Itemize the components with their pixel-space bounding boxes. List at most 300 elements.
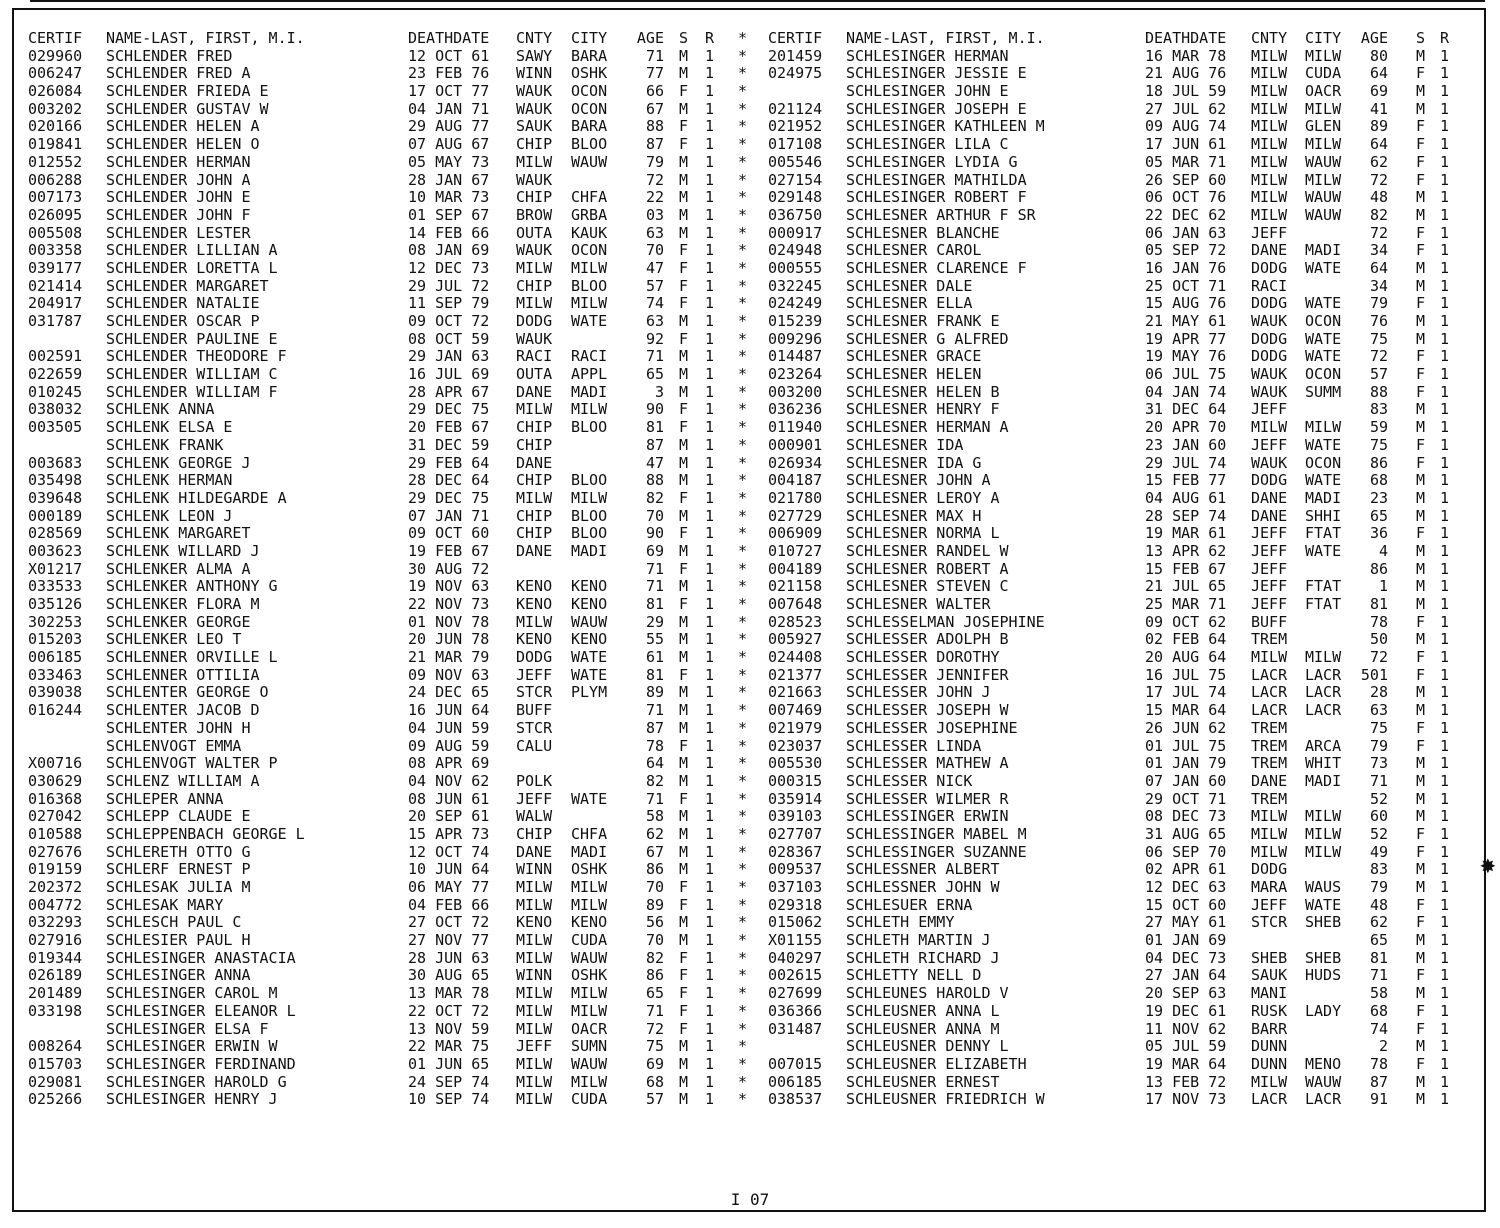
record-age: 69 [645,541,664,560]
record-date: 04 NOV 62 [408,771,490,790]
record-cert: 027154 [768,170,823,189]
record-cnty: DANE [516,453,553,472]
record-cnty: MILW [516,612,553,631]
record-cert: 023037 [768,736,823,755]
record-sex: M [1416,46,1426,65]
record-race: 1 [1440,984,1450,1003]
record-race: 1 [705,754,715,773]
record-name: SCHLENDER THEODORE F [106,347,287,366]
record-cnty: RUSK [1251,1001,1288,1020]
record-date: 04 JAN 74 [1145,382,1227,401]
record-row [768,312,1450,331]
record-race: 1 [1440,648,1450,667]
record-city: MADI [571,842,608,861]
record-race: 1 [1440,312,1450,330]
record-row [28,966,748,985]
record-cert: 040297 [768,948,823,967]
record-name: SCHLENNER ORVILLE L [106,648,278,667]
record-date: 01 JAN 79 [1145,754,1227,773]
record-race: 1 [705,223,715,242]
record-cert: 010245 [28,382,83,401]
record-star: * [738,506,748,525]
header-sex: S [1416,29,1426,47]
record-cnty: DANE [1251,771,1288,790]
record-name: SCHLESCH PAUL C [106,913,242,932]
record-sex: M [1416,595,1426,613]
record-city: MADI [571,541,608,560]
record-cert: 015703 [28,1054,83,1073]
record-cert: 012552 [28,152,83,171]
record-city: MADI [1305,488,1342,507]
record-date: 29 JUL 74 [1145,453,1227,472]
record-cnty: WAUK [1251,312,1288,330]
record-city: MILW [1305,99,1342,118]
record-date: 27 JAN 64 [1145,966,1227,985]
record-race: 1 [1440,329,1450,348]
record-name: SCHLENK ELSA E [106,418,233,437]
record-cert: 004772 [28,895,83,914]
record-cert: 003202 [28,99,83,118]
record-race: 1 [1440,948,1450,967]
record-cert: 008264 [28,1037,83,1056]
record-name: SCHLENK WILLARD J [106,541,260,560]
record-sex: F [679,418,689,437]
record-cnty: MILW [1251,64,1288,83]
record-name: SCHLESINGER FERDINAND [106,1054,296,1073]
header-star: * [738,29,748,47]
record-race: 1 [1440,418,1450,437]
record-cnty: WAUK [516,241,553,260]
record-age: 48 [1369,188,1388,207]
record-race: 1 [1440,382,1450,401]
record-age: 89 [1369,117,1388,136]
record-sex: F [679,789,689,808]
record-sex: M [679,648,689,667]
record-city: BLOO [571,135,608,154]
record-date: 08 OCT 59 [408,329,490,348]
record-cnty: TREM [1251,754,1288,773]
record-age: 36 [1369,524,1388,543]
header-city: CITY [571,29,608,47]
record-sex: F [679,1019,689,1038]
record-sex: M [1416,559,1426,578]
record-cert: 007469 [768,701,823,720]
record-cert: 029148 [768,188,823,207]
record-cert: 039103 [768,807,823,826]
record-age: 03 [645,205,664,224]
record-sex: F [679,241,689,260]
record-city: CUDA [571,1090,608,1109]
record-cnty: MILW [1251,1072,1288,1091]
record-age: 3 [654,382,664,401]
record-sex: F [1416,524,1426,543]
record-name: SCHLESAK MARY [106,895,224,914]
record-star: * [738,824,748,843]
record-city: KENO [571,913,608,932]
record-cnty: BUFF [516,701,553,720]
record-date: 17 JUL 74 [1145,683,1227,702]
record-date: 24 SEP 74 [408,1072,490,1091]
record-star: * [738,64,748,83]
record-star: * [738,471,748,490]
record-row [28,648,748,667]
record-row [28,365,748,384]
record-row [28,984,748,1003]
record-row [768,718,1450,738]
record-row [28,860,748,879]
record-age: 57 [645,1090,664,1109]
record-row [28,276,748,296]
record-race: 1 [1440,170,1450,189]
record-cert: 036750 [768,205,823,224]
record-cert: 004189 [768,559,823,578]
record-name: SCHLENDER HELEN O [106,135,260,154]
record-name: SCHLESNER CLARENCE F [846,258,1027,277]
record-date: 02 APR 61 [1145,860,1227,879]
record-race: 1 [705,99,715,118]
record-cert: 027699 [768,984,823,1003]
record-date: 02 FEB 64 [1145,630,1227,649]
record-cnty: DANE [516,541,553,560]
record-age: 72 [1369,648,1388,667]
record-race: 1 [1440,82,1450,101]
record-cert: 030629 [28,771,83,790]
record-cnty: LACR [1251,665,1288,684]
record-date: 11 NOV 62 [1145,1019,1227,1038]
record-row [28,807,748,826]
record-age: 34 [1369,241,1388,260]
record-cnty: BUFF [1251,612,1288,631]
record-row [768,913,1450,932]
record-age: 63 [645,312,664,330]
record-sex: M [679,807,689,826]
record-age: 65 [645,984,664,1003]
record-star: * [738,948,748,967]
record-sex: F [679,895,689,914]
record-age: 71 [645,1001,664,1020]
record-age: 87 [1369,1072,1388,1091]
record-name: SCHLENDER PAULINE E [106,329,278,348]
record-race: 1 [1440,807,1450,826]
record-cnty: STCR [1251,913,1288,932]
record-star: * [738,188,748,207]
record-sex: F [679,878,689,896]
record-row [28,64,748,83]
record-race: 1 [1440,46,1450,65]
record-row [28,630,748,649]
record-cert: 204917 [28,294,83,313]
record-cnty: TREM [1251,789,1288,808]
record-cert: 021979 [768,718,823,737]
record-cert: 031787 [28,312,83,330]
record-sex: M [1416,329,1426,348]
record-age: 57 [1369,365,1388,384]
record-date: 28 APR 67 [408,382,490,401]
record-row [28,99,748,119]
record-sex: F [679,1001,689,1020]
record-date: 12 OCT 61 [408,46,490,65]
record-date: 17 OCT 77 [408,82,490,101]
header-name: NAME-LAST, FIRST, M.I. [846,29,1045,47]
record-sex: M [1416,276,1426,295]
record-cert: 003358 [28,241,83,260]
record-row [768,1037,1450,1056]
record-sex: F [1416,736,1426,755]
record-date: 08 JUN 61 [408,789,490,808]
record-age: 81 [1369,595,1388,613]
record-age: 82 [645,771,664,790]
record-row [28,842,748,862]
record-age: 29 [645,612,664,631]
record-date: 30 AUG 72 [408,559,490,578]
record-date: 16 MAR 78 [1145,46,1227,65]
record-age: 75 [645,1037,664,1056]
record-sex: F [679,276,689,295]
record-age: 52 [1369,789,1388,808]
record-cert: 028367 [768,842,823,861]
record-city: SHEB [1305,948,1342,967]
record-sex: F [679,948,689,967]
record-race: 1 [1440,577,1450,596]
left-header-row [28,29,748,48]
right-column [768,29,1450,1109]
record-city: WAUW [571,1054,608,1073]
record-row [768,1072,1450,1092]
record-star: * [738,1001,748,1020]
record-date: 31 DEC 59 [408,435,490,454]
record-sex: M [1416,701,1426,720]
record-name: SCHLENVOGT EMMA [106,736,242,755]
record-cnty: KENO [516,595,553,613]
record-sex: F [1416,913,1426,932]
record-date: 06 JAN 63 [1145,223,1227,242]
record-row [768,223,1450,243]
record-star: * [738,382,748,401]
record-row [28,418,748,437]
record-date: 20 AUG 64 [1145,648,1227,667]
record-race: 1 [705,984,715,1003]
record-cert: 000901 [768,435,823,454]
record-row [768,418,1450,437]
record-cnty: BARR [1251,1019,1288,1038]
record-age: 63 [645,223,664,242]
record-city: WATE [1305,294,1342,313]
record-sex: M [679,435,689,454]
record-age: 86 [645,860,664,879]
record-race: 1 [705,1054,715,1073]
record-row [768,471,1450,490]
record-cnty: DODG [1251,294,1288,313]
record-name: SCHLESNER MAX H [846,506,982,525]
record-cnty: CHIP [516,824,553,843]
record-sex: F [679,595,689,613]
record-age: 58 [1369,984,1388,1003]
record-city: WAUW [571,152,608,171]
record-race: 1 [1440,1090,1450,1109]
record-cnty: SAUK [1251,966,1288,985]
record-race: 1 [1440,294,1450,313]
record-city: LADY [1305,1001,1342,1020]
record-city: LACR [1305,1090,1342,1109]
record-race: 1 [705,64,715,83]
record-age: 74 [645,294,664,313]
record-name: SCHLESINGER HENRY J [106,1090,278,1109]
record-sex: M [1416,860,1426,879]
record-cert: 021377 [768,665,823,684]
record-sex: M [1416,471,1426,490]
record-age: 71 [645,701,664,720]
record-row [28,488,748,508]
record-date: 04 DEC 73 [1145,948,1227,967]
record-date: 20 SEP 63 [1145,984,1227,1003]
record-date: 21 MAR 79 [408,648,490,667]
record-race: 1 [705,1072,715,1091]
record-race: 1 [705,1090,715,1109]
record-age: 71 [1369,771,1388,790]
record-date: 04 JUN 59 [408,718,490,737]
record-age: 68 [1369,1001,1388,1020]
record-cnty: MILW [1251,418,1288,437]
record-cert: 002591 [28,347,83,366]
record-city: WAUW [571,948,608,967]
record-race: 1 [705,418,715,437]
record-sex: F [1416,365,1426,384]
record-city: OACR [1305,82,1342,101]
record-cnty: LACR [1251,701,1288,720]
record-cnty: WAUK [516,82,553,101]
record-name: SCHLERF ERNEST P [106,860,251,879]
record-star: * [738,648,748,667]
record-cnty: MILW [1251,188,1288,207]
record-age: 70 [645,931,664,950]
record-city: HUDS [1305,966,1342,985]
record-city: MILW [1305,170,1342,189]
record-date: 09 NOV 63 [408,665,490,684]
record-cnty: DANE [1251,488,1288,507]
record-cert: 020166 [28,117,83,136]
record-star: * [738,754,748,773]
record-race: 1 [1440,1072,1450,1091]
record-star: * [738,683,748,702]
record-sex: M [1416,1090,1426,1109]
record-race: 1 [705,931,715,950]
record-row [28,736,748,756]
record-race: 1 [705,471,715,490]
record-age: 65 [1369,506,1388,525]
record-sex: M [679,913,689,932]
record-row [768,276,1450,296]
record-age: 55 [645,630,664,649]
record-cnty: DODG [516,312,553,330]
record-date: 15 AUG 76 [1145,294,1227,313]
record-cnty: MILW [516,948,553,967]
record-age: 82 [645,488,664,507]
record-sex: F [1416,223,1426,242]
record-city: SHHI [1305,506,1342,525]
record-name: SCHLENDER HERMAN [106,152,251,171]
record-row [28,948,748,968]
record-race: 1 [705,807,715,826]
record-name: SCHLESNER HERMAN A [846,418,1009,437]
record-city: OCON [571,82,608,101]
record-sex: M [1416,99,1426,118]
record-cnty: WINN [516,64,553,83]
record-sex: M [1416,807,1426,826]
record-age: 501 [1360,665,1388,684]
record-cnty: MILW [1251,807,1288,826]
record-sex: F [679,736,689,755]
record-star: * [738,559,748,578]
record-date: 15 APR 73 [408,824,490,843]
record-name: SCHLESSINGER SUZANNE [846,842,1027,861]
record-sex: M [679,1037,689,1056]
record-name: SCHLENK GEORGE J [106,453,251,472]
record-age: 68 [1369,471,1388,490]
record-star: * [738,170,748,189]
record-age: 78 [1369,612,1388,631]
record-race: 1 [705,1037,715,1056]
record-cert: 025266 [28,1090,83,1109]
record-race: 1 [705,188,715,207]
record-cert: 000555 [768,258,823,277]
record-age: 64 [1369,135,1388,154]
record-cert: 031487 [768,1019,823,1038]
record-row [768,258,1450,278]
record-age: 79 [1369,736,1388,755]
record-race: 1 [705,276,715,295]
record-cert: 009537 [768,860,823,879]
record-row [28,471,748,490]
record-age: 1 [1378,577,1388,596]
record-race: 1 [1440,1037,1450,1056]
record-sex: F [1416,895,1426,914]
record-sex: F [1416,135,1426,154]
record-cert: 005508 [28,223,83,242]
record-star: * [738,117,748,136]
record-cert: 004187 [768,471,823,490]
record-sex: F [1416,347,1426,366]
record-row [28,46,748,66]
record-age: 89 [645,683,664,702]
record-city: KAUK [571,223,608,242]
record-cnty: CHIP [516,188,553,207]
record-age: 66 [645,82,664,101]
record-city: WAUW [1305,1072,1342,1091]
record-age: 92 [645,329,664,348]
record-name: SCHLESSER WILMER R [846,789,1009,808]
record-city: MILW [571,294,608,313]
record-cnty: DUNN [1251,1037,1288,1056]
record-age: 71 [1369,966,1388,985]
record-city: BLOO [571,471,608,490]
record-row [768,665,1450,685]
record-row [28,524,748,543]
header-cnty: CNTY [516,29,553,47]
record-cnty: KENO [516,577,553,596]
record-date: 05 MAY 73 [408,152,490,171]
record-date: 06 OCT 76 [1145,188,1227,207]
record-cnty: DODG [516,648,553,667]
record-city: LACR [1305,683,1342,702]
record-sex: M [679,771,689,790]
record-age: 70 [645,241,664,260]
record-cert: 023264 [768,365,823,384]
record-date: 12 DEC 63 [1145,878,1227,896]
record-race: 1 [705,577,715,596]
record-city: OCON [1305,365,1342,384]
record-row [28,82,748,101]
record-race: 1 [1440,258,1450,277]
